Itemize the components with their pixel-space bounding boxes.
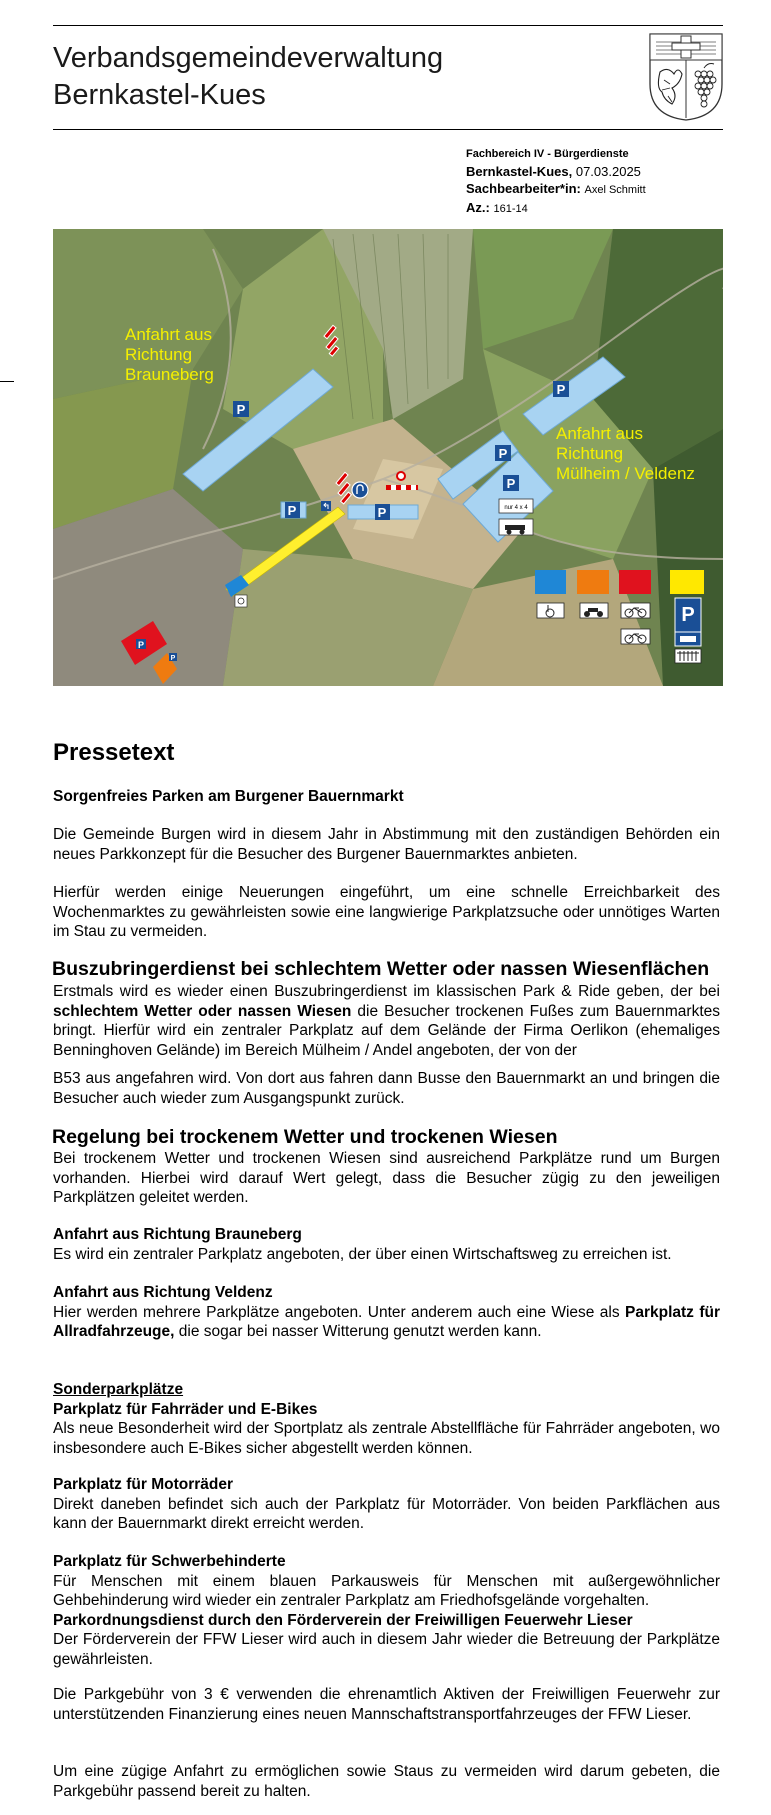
paragraph-neuerungen: Hierfür werden einige Neuerungen eingeführt, um eine schnelle Erreichbarkeit des Wochenmarktes zu gewährleisten sowie eine langwierige Parkplatzsuche oder unnötiges Warten im Stau zu vermeiden. — [53, 884, 720, 940]
svg-text:P: P — [556, 382, 566, 397]
paragraph-intro: Die Gemeinde Burgen wird in diesem Jahr in Abstimmung mit den zuständigen Behörden ein neues Parkkonzept für die Besucher des Burgener Bauernmarktes anbieten. — [53, 826, 720, 863]
paragraph-dry: Bei trockenem Wetter und trockenen Wiesen sind ausreichend Parkplätze rund um Burgen vorhanden. Hierbei wird darauf Wert gelegt, dass die Besucher zügig zu den jeweiligen Parkplätzen geleitet werden. — [53, 1150, 720, 1206]
parking-sign-icon — [136, 639, 146, 650]
section-brauneberg — [53, 1225, 720, 1264]
section-veldenz — [53, 1283, 720, 1342]
svg-text:P: P — [170, 655, 176, 662]
svg-text:Anfahrt aus: Anfahrt aus — [125, 325, 212, 344]
legend-motorcycle-swatch — [577, 570, 609, 594]
bus-text-a: Erstmals wird es wieder einen Buszubringerdienst im klassischen Park & Ride geben, der bei — [53, 983, 720, 1000]
bus-text-bold: schlechtem Wetter oder nassen Wiesen — [53, 1002, 352, 1020]
legend-yellow-swatch — [670, 570, 704, 594]
officer-label: Sachbearbeiter*in: — [466, 181, 581, 196]
section-schwer — [53, 1552, 720, 1669]
organization-name — [53, 40, 443, 114]
barrier-icon — [675, 649, 701, 663]
wheelchair-icon — [537, 603, 564, 618]
veldenz-text-bold: Parkplatz für Allradfahrzeuge, — [53, 1303, 720, 1340]
svg-text:Richtung: Richtung — [556, 444, 624, 463]
bus-icon — [675, 632, 701, 646]
svg-text:P: P — [137, 640, 145, 650]
turn-arrow-icon — [321, 501, 331, 511]
header-top-rule — [53, 25, 723, 26]
parking-sign-icon — [503, 475, 519, 491]
paragraph-bus — [53, 982, 720, 1060]
svg-text:Brauneberg: Brauneberg — [125, 365, 214, 384]
parking-sign-icon — [169, 653, 177, 662]
place-date — [466, 163, 646, 180]
page-title: Pressetext — [53, 739, 175, 766]
svg-text:Mülheim / Veldenz: Mülheim / Veldenz — [556, 464, 695, 483]
paragraph-brauneberg: Es wird ein zentraler Parkplatz angeboten, der über einen Wirtschaftsweg zu erreichen ist. — [53, 1245, 672, 1263]
svg-text:P: P — [236, 402, 246, 417]
heading-ordnung: Parkordnungsdienst durch den Förderverein der Freiwilligen Feuerwehr Lieser — [53, 1611, 633, 1629]
heading-brauneberg: Anfahrt aus Richtung Brauneberg — [53, 1226, 302, 1243]
motorcycle-icon — [580, 603, 608, 618]
ref-label: Az.: — [466, 200, 490, 215]
place-label: Bernkastel-Kues, — [466, 164, 573, 179]
parking-map — [53, 229, 723, 686]
svg-text:P: P — [377, 505, 387, 520]
subtitle: Sorgenfreies Parken am Burgener Bauernmarkt — [53, 788, 404, 805]
paragraph-schwer: Für Menschen mit einem blauen Parkausweis für Menschen mit außergewöhnlicher Gehbehinderung wird wieder ein zentraler Parkplatz am Friedhofsgelände vorgehalten. — [53, 1572, 720, 1609]
header-bottom-rule — [53, 129, 723, 130]
letter-meta — [466, 146, 646, 218]
bicycle-icon — [621, 629, 650, 644]
svg-text:Richtung: Richtung — [125, 345, 193, 364]
heading-bus: Buszubringerdienst bei schlechtem Wetter oder nassen Wiesenflächen — [52, 958, 710, 980]
org-line-1: Verbandsgemeindeverwaltung — [53, 42, 444, 74]
legend-disabled-swatch — [535, 570, 566, 594]
svg-text:P: P — [498, 446, 508, 461]
section-motorrad — [53, 1475, 720, 1534]
wheelchair-icon — [235, 595, 247, 607]
parking-sign-icon — [285, 502, 300, 518]
paragraph-ordnung: Der Förderverein der FFW Lieser wird auch in diesem Jahr wieder die Betreuung der Parkplätze gewährleisten. — [53, 1631, 720, 1668]
heading-schwer: Parkplatz für Schwerbehinderte — [53, 1553, 286, 1570]
parking-sign-icon — [675, 598, 701, 632]
paragraph-gebuehr: Die Parkgebühr von 3 € verwenden die ehrenamtlich Aktiven der Freiwilligen Feuerwehr zur unterstützenden Finanzierung eines neuen Mannschaftstransportfahrzeuges der FFW Lieser. — [53, 1686, 720, 1723]
bicycle-icon — [621, 603, 650, 618]
svg-text:P: P — [506, 476, 516, 491]
parking-sign-icon — [375, 504, 390, 520]
officer — [466, 180, 646, 199]
paragraph-schluss: Um eine zügige Anfahrt zu ermöglichen sowie Staus zu vermeiden wird darum gebeten, die Parkgebühr passend bereit zu halten. — [53, 1763, 720, 1800]
svg-text:P: P — [681, 604, 695, 626]
parking-sign-icon — [553, 381, 569, 397]
paragraph-bus-continued: B53 aus angefahren wird. Von dort aus fahren dann Busse den Bauernmarkt an und bringen die Besucher auch wieder zum Ausgangspunkt zurück. — [53, 1070, 720, 1107]
date: 07.03.2025 — [575, 164, 641, 179]
bus-text-b: die Besucher trockenen Fußes zum Bauernmarktes bringt. Hierfür wird ein zentraler Parkplatz auf dem Gelände der Firma Oerlikon (ehemaliges Benninghoven Gelände) im Bereich Mülheim / Andel angeboten, der von der — [53, 1002, 721, 1059]
paragraph-fahrrad: Als neue Besonderheit wird der Sportplatz als zentrale Abstellfläche für Fahrräder angeboten, wo insbesondere auch E-Bikes sicher abgestellt werden können. — [53, 1420, 720, 1457]
svg-text:nur 4 x 4: nur 4 x 4 — [504, 505, 528, 511]
section-sonder — [53, 1380, 720, 1458]
paragraph-motorrad: Direkt daneben befindet sich auch der Parkplatz für Motorräder. Von beiden Parkflächen aus kann der Bauernmarkt direkt erreicht werden. — [53, 1495, 720, 1532]
department: Fachbereich IV - Bürgerdienste — [466, 148, 629, 160]
heading-dry: Regelung bei trockenem Wetter und trockenen Wiesen — [52, 1126, 558, 1148]
veldenz-text-a: Hier werden mehrere Parkplätze angeboten. Unter anderem auch eine Wiese als — [53, 1303, 626, 1321]
heading-motorrad: Parkplatz für Motorräder — [53, 1476, 234, 1493]
officer-name: Axel Schmitt — [584, 184, 646, 196]
heading-sonder: Sonderparkplätze — [53, 1381, 184, 1398]
heading-veldenz: Anfahrt aus Richtung Veldenz — [53, 1284, 273, 1301]
parking-sign-icon — [495, 445, 511, 461]
ref-value: 161-14 — [493, 203, 528, 215]
fold-mark — [0, 381, 14, 382]
heading-fahrrad: Parkplatz für Fahrräder und E-Bikes — [53, 1400, 318, 1418]
reference — [466, 199, 646, 218]
legend-bicycle-swatch — [619, 570, 651, 594]
veldenz-text-b: die sogar bei nasser Witterung genutzt werden kann. — [174, 1323, 542, 1340]
svg-text:P: P — [287, 503, 297, 518]
coat-of-arms-icon — [648, 32, 724, 122]
no-u-turn-icon — [352, 482, 368, 498]
svg-text:Anfahrt aus: Anfahrt aus — [556, 424, 643, 443]
org-line-2: Bernkastel-Kues — [53, 79, 266, 111]
paragraph-veldenz — [53, 1303, 720, 1342]
parking-sign-icon — [233, 401, 249, 417]
